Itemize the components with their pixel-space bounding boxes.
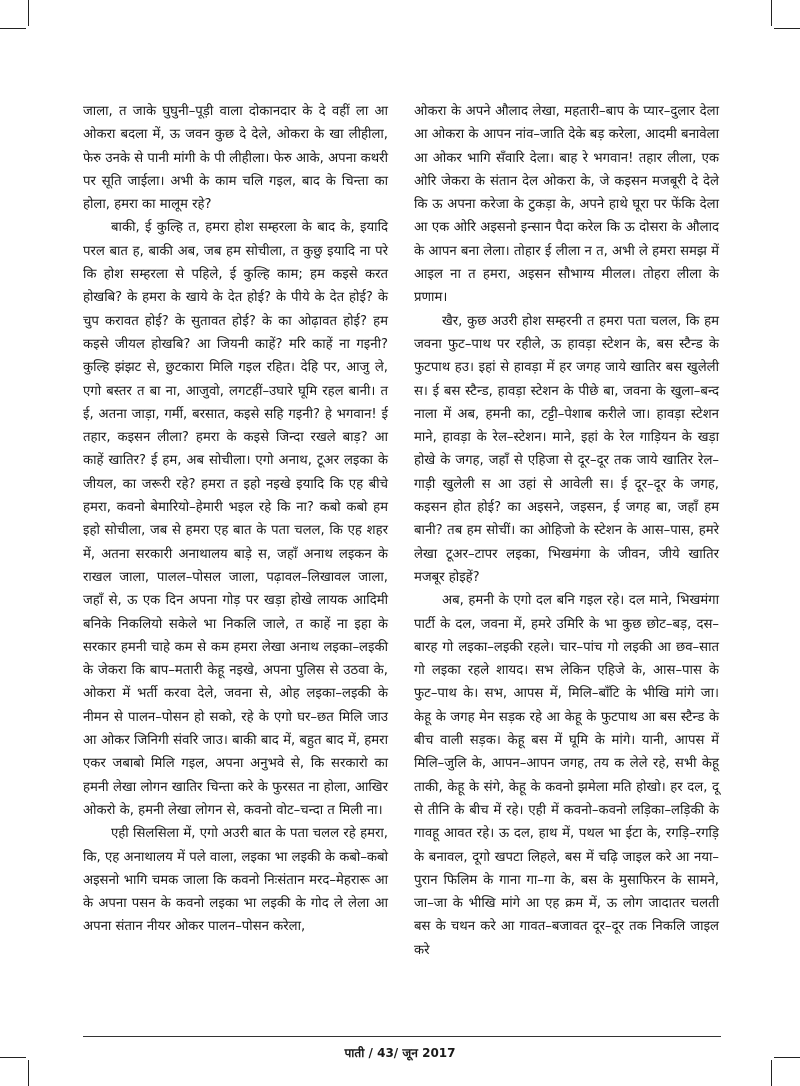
paragraph: अब, हमनी के एगो दल बनि गइल रहे। दल माने, भिखमंगा पार्टी के दल, जवना में, हमरे उमिरि के भा कुछ छोट–बड़, दस–बारह गो लइका–लइकी रहले। चार–पांच गो लइकी आ छव–सात गो लइका रहले शायद। सभ लेकिन एहिजे के, आस–पास के फुट–पाथ के। सभ, आपस में, मिलि–बाँटि के भीखि मांगे जा। केहू के जगह मेन सड़क रहे आ केहू के फुटपाथ आ बस स्टैन्ड के बीच वाली सड़क। केहू बस में घूमि के मांगे। यानी, आपस में मिलि–जुलि के, आपन–आपन जगह, तय क लेले रहे, सभी केहू ताकी, केहू के संगे, केहू के कवनो झमेला मति होखो। हर दल, दू से तीनि के बीच में रहे। एही में कवनो–कवनो लड़िका–लड़िकी के गावहू आवत रहे। ऊ दल, हाथ में, पथल भा ईटा के, रगड़ि–रगड़ि के बनावल, दूगो खपटा लिहले, बस में चढ़ि जाइल करे आ नया–पुरान फिलिम के गाना गा–गा के, बस के मुसाफिरन के सामने, जा–जा के भीखि मांगे आ एह क्रम में, ऊ लोग जादातर चलती बस के चथन करे आ गावत–बजावत दूर–दूर तक निकलि जाइल करे	[414, 593, 719, 958]
left-column	[83, 100, 388, 939]
paragraph: खैर, कुछ अउरी होश सम्हरनी त हमरा पता चलल, कि हम जवना फुट–पाथ पर रहीले, ऊ हावड़ा स्टेशन के, बस स्टैन्ड के फुटपाथ हउ। इहां से हावड़ा में हर जगह जाये खातिर बस खुलेली स। ई बस स्टैन्ड, हावड़ा स्टेशन के पीछे बा, जवना के खुला–बन्द नाला में अब, हमनी का, टट्टी–पेशाब करीले जा। हावड़ा स्टेशन माने, हावड़ा के रेल–स्टेशन। माने, इहां के रेल गाड़ियन के खड़ा होखे के जगह, जहाँ से एहिजा से दूर–दूर तक जाये खातिर रेल–गाड़ी खुलेली स आ उहां से आवेली स। ई दूर–दूर के जगह, कइसन होत होई? का अइसने, जइसन, ई जगह बा, जहाँ हम बानी? तब हम सोचीं। का ओहिजो के स्टेशन के आस–पास, हमरे लेखा टूअर–टापर लइका, भिखमंगा के जीवन, जीये खातिर मजबूर होइहें?	[414, 313, 719, 585]
crop-mark-tr-h	[774, 28, 800, 29]
paragraph: एही सिलसिला में, एगो अउरी बात के पता चलल रहे हमरा, कि, एह अनाथालय में पले वाला, लइका भा लइकी के कबो–कबो अइसनो भागि चमक जाला कि कवनो निःसंतान मरद–मेहरारू आ के अपना पसन के कवनो लइका भा लइकी के गोद ले लेला आ अपना संतान नीयर ओकर पालन–पोसन करेला,	[83, 826, 388, 935]
crop-mark-tr-v	[771, 0, 772, 26]
paragraph: बाकी, ई कुल्हि त, हमरा होश सम्हरला के बाद के, इयादि परल बात ह, बाकी अब, जब हम सोचीला, त कुछु इयादि ना परे कि होश सम्हरला से पहिले, ई कुल्हि काम; हम कइसे करत होखबि? के हमरा के खाये के देत होई? के पीये के देत होई? के चुप करावत होई? के सुतावत होई? के का ओढ़ावत होई? हम कइसे जीयल होखबि? आ जियनी काहें? मरि काहें ना गइनी? कुल्हि झंझट से, छुटकारा मिलि गइल रहित। देहि पर, आजु ले, एगो बस्तर त बा ना, आजुवो, लगटहीं–उघारे घूमि रहल बानी। त ई, अतना जाड़ा, गर्मी, बरसात, कइसे सहि गइनी? हे भगवान! ई तहार, कइसन लीला? हमरा के कइसे जिन्दा रखले बाड़? आ काहें खातिर? ई हम, अब सोचीला। एगो अनाथ, टूअर लइका के जीयल, का जरूरी रहे? हमरा त इहो नइखे इयादि कि एह बीचे हमरा, कवनो बेमारियो–हेमारी भइल रहे कि ना? कबो कबो हम इहो सोचीला, जब से हमरा एह बात के पता चलल, कि एह शहर में, अतना सरकारी अनाथालय बाड़े स, जहाँ अनाथ लइकन के राखल जाला, पालल–पोसल जाला, पढ़ावल–लिखावल जाला, जहाँ से, ऊ एक दिन अपना गोड़ पर खड़ा होखे लायक आदिमी बनिके निकलियो सकेले भा निकलि जाले, त काहें ना इहा के सरकार हमनी चाहे कम से कम हमरा लेखा अनाथ लइका–लइकी के जेकरा कि बाप–मतारी केहू नइखे, अपना पुलिस से उठवा के, ओकरा में भर्ती करवा देले, जवना से, ओह लइका–लइकी के नीमन से पालन–पोसन हो सको, रहे के एगो घर–छत मिलि जाउ आ ओकर जिनिगी संवरि जाउ। बाकी बाद में, बहुत बाद में, हमरा एकर जबाबो मिलि गइल, अपना अनुभवे से, कि सरकारो का हमनी लेखा लोगन खातिर चिन्ता करे के फुरसत ना होला, आखिर ओकरो के, हमनी लेखा लोगन से, कवनो वोट–चन्दा त मिली ना।	[83, 220, 388, 818]
crop-mark-br-v	[771, 1060, 772, 1086]
crop-mark-bl-v	[28, 1060, 29, 1086]
right-column	[414, 100, 719, 962]
page-footer: पाती / 43/ जून 2017	[344, 1046, 456, 1060]
paragraph: जाला, त जाके घुघुनी–पूड़ी वाला दोकानदार के दे वहीं ला आ ओकरा बदला में, ऊ जवन कुछ दे देले, ओकरा के खा लीहीला, फेरु उनके से पानी मांगी के पी लीहीला। फेरु आके, अपना कथरी पर सूति जाईला। अभी के काम चलि गइल, बाद के चिन्ता का होला, हमरा का मालूम रहे?	[83, 104, 388, 213]
paragraph: ओकरा के अपने औलाद लेखा, महतारी–बाप के प्यार–दुलार देला आ ओकरा के आपन नांव–जाति देके बड़ करेला, आदमी बनावेला आ ओकर भागि सँवारि देला। बाह रे भगवान! तहार लीला, एक ओरि जेकरा के संतान देल ओकरा के, जे कइसन मजबूरी दे देले कि ऊ अपना करेजा के टुकड़ा के, अपने हाथे घूरा पर फेंकि देला आ एक ओरि अइसनो इन्सान पैदा करेल कि ऊ दोसरा के औलाद के आपन बना लेला। तोहार ई लीला न त, अभी ले हमरा समझ में आइल ना त हमरा, अइसन सौभाग्य मीलल। तोहरा लीला के प्रणाम।	[414, 104, 719, 306]
crop-mark-tl-v	[28, 0, 29, 26]
crop-mark-tl-h	[0, 28, 26, 29]
footer-rule	[83, 1036, 721, 1037]
